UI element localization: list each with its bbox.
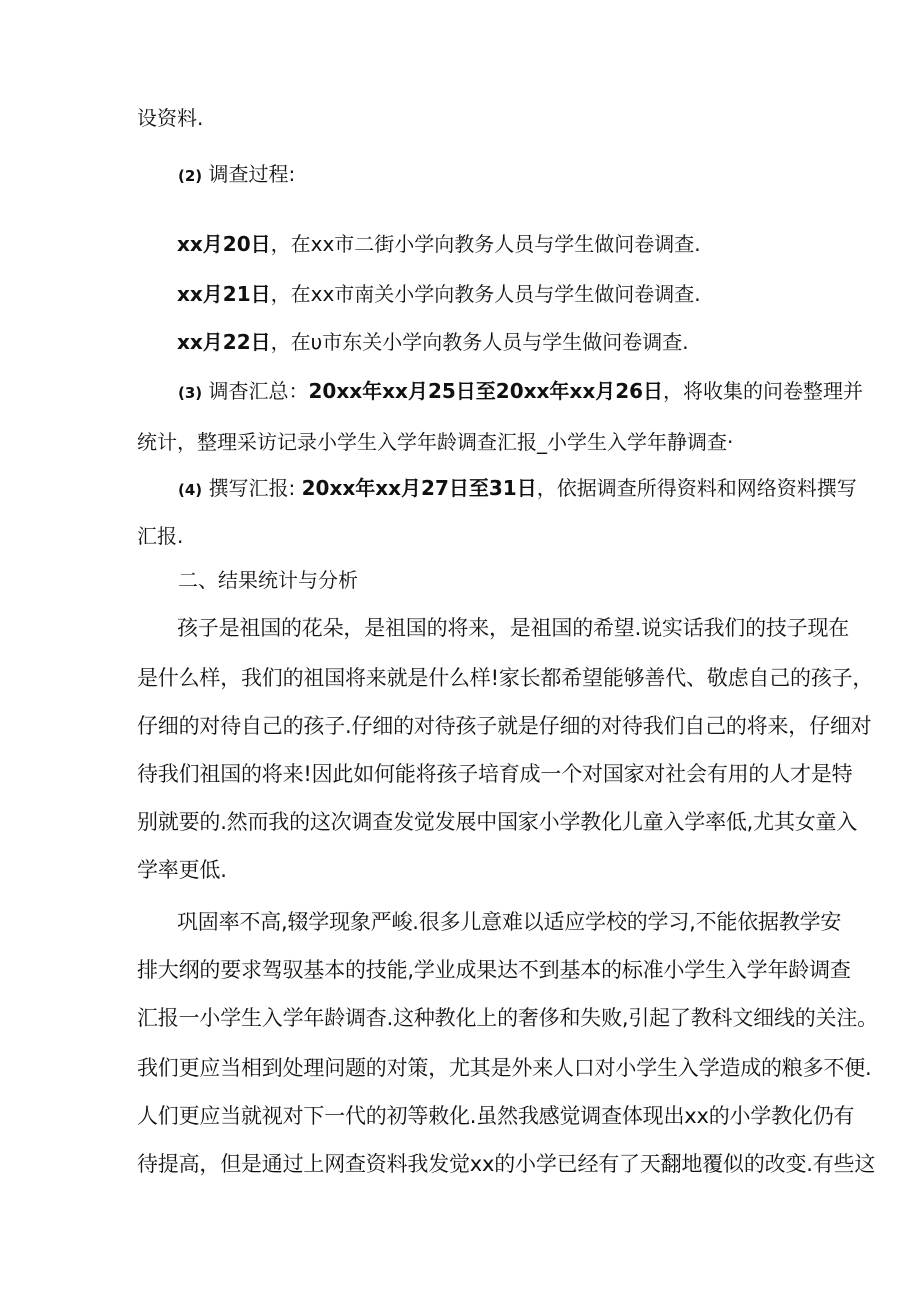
date-range: 20xx年xx月27日至31日 — [301, 476, 537, 500]
paragraph-2-line: 我们更应当相到处理问题的对策，尤其是外来人口对小学生入学造成的粮多不便. — [137, 1056, 872, 1080]
date-range: 20xx年xx月25日至20xx年xx月26日 — [308, 379, 664, 403]
item-3-line-1 — [178, 377, 863, 407]
item-text: ，依据调查所得资料和网络资料撰写 — [536, 476, 857, 500]
schedule-text: ，在xx市南关小学向教务人员与学生做问卷调查. — [270, 282, 701, 306]
schedule-line-1 — [177, 230, 701, 258]
item-number: (4) — [178, 481, 203, 499]
item-label: 调查过程: — [208, 162, 296, 186]
item-2-heading — [178, 160, 295, 190]
paragraph-1-line: 学率更低. — [137, 858, 227, 882]
schedule-text: ，在υ市东关小学向教务人员与学生做问卷调查. — [270, 330, 689, 354]
paragraph-2-line: 待提高，但是通过上网查资料我发觉xx的小学已经有了天翻地覆似的改变.有些这 — [137, 1152, 876, 1176]
item-number: (2) — [178, 167, 203, 185]
paragraph-2-line: 巩固率不高,辍学现象严峻.很多儿意难以适应学校的学习,不能依据教学安 — [177, 910, 842, 934]
paragraph-1-line: 别就要的.然而我的这次调查发觉发展中国家小学教化儿童入学率低,尤其女童入 — [137, 810, 858, 834]
item-number: (3) — [178, 384, 203, 402]
paragraph-1-line: 是什么样，我们的祖国将来就是什么样!家长都希望能够善代、敬虑自己的孩子， — [137, 666, 874, 690]
schedule-text: ，在xx市二街小学向教务人员与学生做问卷调查. — [270, 232, 701, 256]
item-text: ，将收集的问卷整理并 — [663, 379, 864, 403]
schedule-line-3 — [177, 328, 689, 356]
schedule-date: xx月21日 — [177, 282, 271, 306]
item-3-line-2: 统计，整理采访记录小学生入学年龄调查汇报_小学生入学年静调查· — [137, 430, 734, 454]
schedule-date: xx月20日 — [177, 232, 271, 256]
paragraph-1-line: 孩子是祖国的花朵，是祖国的将来，是祖国的希望.说实话我们的技子现在 — [177, 616, 850, 640]
continued-text-line: 设资料. — [137, 106, 204, 130]
item-label: 撰写汇报: — [208, 476, 296, 500]
item-label: 调杳汇总： — [208, 379, 309, 403]
paragraph-1-line: 仔细的对待自己的孩子.仔细的对待孩子就是仔细的对待我们自己的将来，仔细对 — [137, 714, 872, 738]
paragraph-2-line: 排大纲的要求驾驭基本的技能,学业成果达不到基本的标准小学生入学年龄调查 — [137, 958, 851, 982]
item-4-line-1 — [178, 474, 857, 504]
paragraph-2-line: 人们更应当就视对下一代的初等敕化.虽然我感觉调查体现出xx的小学教化仍有 — [137, 1104, 855, 1128]
schedule-line-2 — [177, 280, 701, 308]
paragraph-2-line: 汇报一小学生入学年龄调杳.这种教化上的奢侈和失败,引起了教科文细线的关注。 — [137, 1006, 878, 1030]
paragraph-1-line: 待我们祖国的将来!因此如何能将孩子培育成一个对国家对社会有用的人才是特 — [137, 762, 853, 786]
schedule-date: xx月22日 — [177, 330, 271, 354]
item-4-line-2: 汇报. — [137, 524, 184, 548]
section-heading: 二、结果统计与分析 — [178, 568, 358, 592]
